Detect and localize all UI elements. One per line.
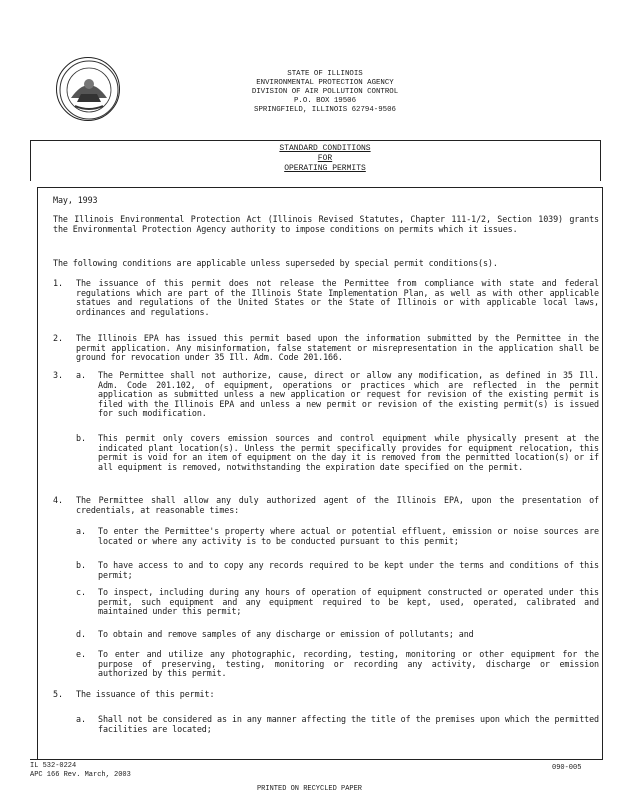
title-line: FOR bbox=[317, 154, 333, 163]
date-line: May, 1993 bbox=[53, 195, 98, 205]
item-number: 2. bbox=[53, 333, 63, 343]
item-text: The Illinois EPA has issued this permit based upon the information submitted by the Permittee in the permit application. Any misinformation, false statement or misrepresentation in the application shall be ground for revocation under 35 Ill. Adm. Code 201.166. bbox=[76, 333, 599, 363]
header-line: SPRINGFIELD, ILLINOIS 62794-9506 bbox=[254, 106, 396, 114]
subitem-text: To inspect, including during any hours of operation of equipment constructed or operated under this permit, such equipment and any equipment required to be kept, used, operated, calibrated and maintained under this permit; bbox=[98, 587, 599, 617]
subitem-text: To enter the Permittee's property where actual or potential effluent, emission or noise sources are located or where any activity is to be conducted pursuant to this permit; bbox=[98, 526, 599, 546]
subitem-letter: a. bbox=[76, 714, 86, 724]
subitem-text: To obtain and remove samples of any discharge or emission of pollutants; and bbox=[98, 629, 474, 639]
subitem-text: To have access to and to copy any records required to be kept under the terms and conditions of this permit; bbox=[98, 560, 599, 580]
form-revision: APC 166 Rev. March, 2003 bbox=[30, 771, 131, 779]
item-number: 4. bbox=[53, 495, 63, 505]
header-line: STATE OF ILLINOIS bbox=[287, 70, 363, 78]
agency-header bbox=[220, 70, 430, 115]
header-line: P.O. BOX 19506 bbox=[293, 97, 357, 105]
title-line: STANDARD CONDITIONS bbox=[279, 144, 371, 153]
subitem-text: Shall not be considered as in any manner affecting the title of the premises upon which the permitted facilities are located; bbox=[98, 714, 599, 734]
title-box-left-stub bbox=[30, 140, 31, 181]
lead-paragraph: The following conditions are applicable unless superseded by special permit conditions(s). bbox=[53, 258, 498, 268]
subitem-letter: b. bbox=[76, 433, 86, 443]
subitem-letter: c. bbox=[76, 587, 86, 597]
footer-rule bbox=[30, 759, 603, 760]
subitem-text: The Permittee shall not authorize, cause, direct or allow any modification, as defined in 35 Ill. Adm. Code 201.102, of equipment, operations or practices which are reflected in the permit application as submitted unless a new application or request for revision of the existing permit is filed with the Illinois EPA and unless a new permit or revision of the existing permit(s) is issued for such modification. bbox=[98, 370, 599, 419]
title-line: OPERATING PERMITS bbox=[284, 164, 366, 173]
subitem-letter: d. bbox=[76, 629, 86, 639]
header-line: DIVISION OF AIR POLLUTION CONTROL bbox=[251, 88, 399, 96]
recycled-paper-note: PRINTED ON RECYCLED PAPER bbox=[256, 785, 363, 793]
header-line: ENVIRONMENTAL PROTECTION AGENCY bbox=[256, 79, 394, 87]
item-number: 1. bbox=[53, 278, 63, 288]
item-text: The issuance of this permit does not release the Permittee from compliance with state and federal regulations which are part of the Illinois State Implementation Plan, as well as with other applicable statues and regulations of the United States or the State of Illinois or with applicable local laws, ordinances and regulations. bbox=[76, 278, 599, 317]
subitem-text: This permit only covers emission sources and control equipment while physically present at the indicated plant location(s). Unless the permit specifically provides for equipment relocation, this permit is void for an item of equipment on the day it is removed from the permitted location(s) or if all equipment is removed, notwithstanding the expiration date specified on the permit. bbox=[98, 433, 599, 472]
item-number: 3. bbox=[53, 370, 63, 380]
form-code: IL 532-0224 bbox=[30, 762, 77, 770]
document-title bbox=[220, 144, 430, 174]
subitem-letter: b. bbox=[76, 560, 86, 570]
subitem-letter: a. bbox=[76, 370, 86, 380]
item-text: The Permittee shall allow any duly authorized agent of the Illinois EPA, upon the presentation of credentials, at reasonable times: bbox=[76, 495, 599, 515]
subitem-letter: a. bbox=[76, 526, 86, 536]
subitem-letter: e. bbox=[76, 649, 86, 659]
subitem-text: To enter and utilize any photographic, recording, testing, monitoring or other equipment for the purpose of preserving, testing, monitoring or recording any activity, discharge or emission authorized by this permit. bbox=[98, 649, 599, 679]
item-text: The issuance of this permit: bbox=[76, 689, 215, 699]
form-number: 090-005 bbox=[552, 764, 582, 772]
item-number: 5. bbox=[53, 689, 63, 699]
state-seal-icon bbox=[56, 57, 120, 121]
intro-paragraph: The Illinois Environmental Protection Act (Illinois Revised Statutes, Chapter 111-1/2, Section 1039) grants the Environmental Protection Agency authority to impose conditions on permits which it issues. bbox=[53, 214, 599, 234]
